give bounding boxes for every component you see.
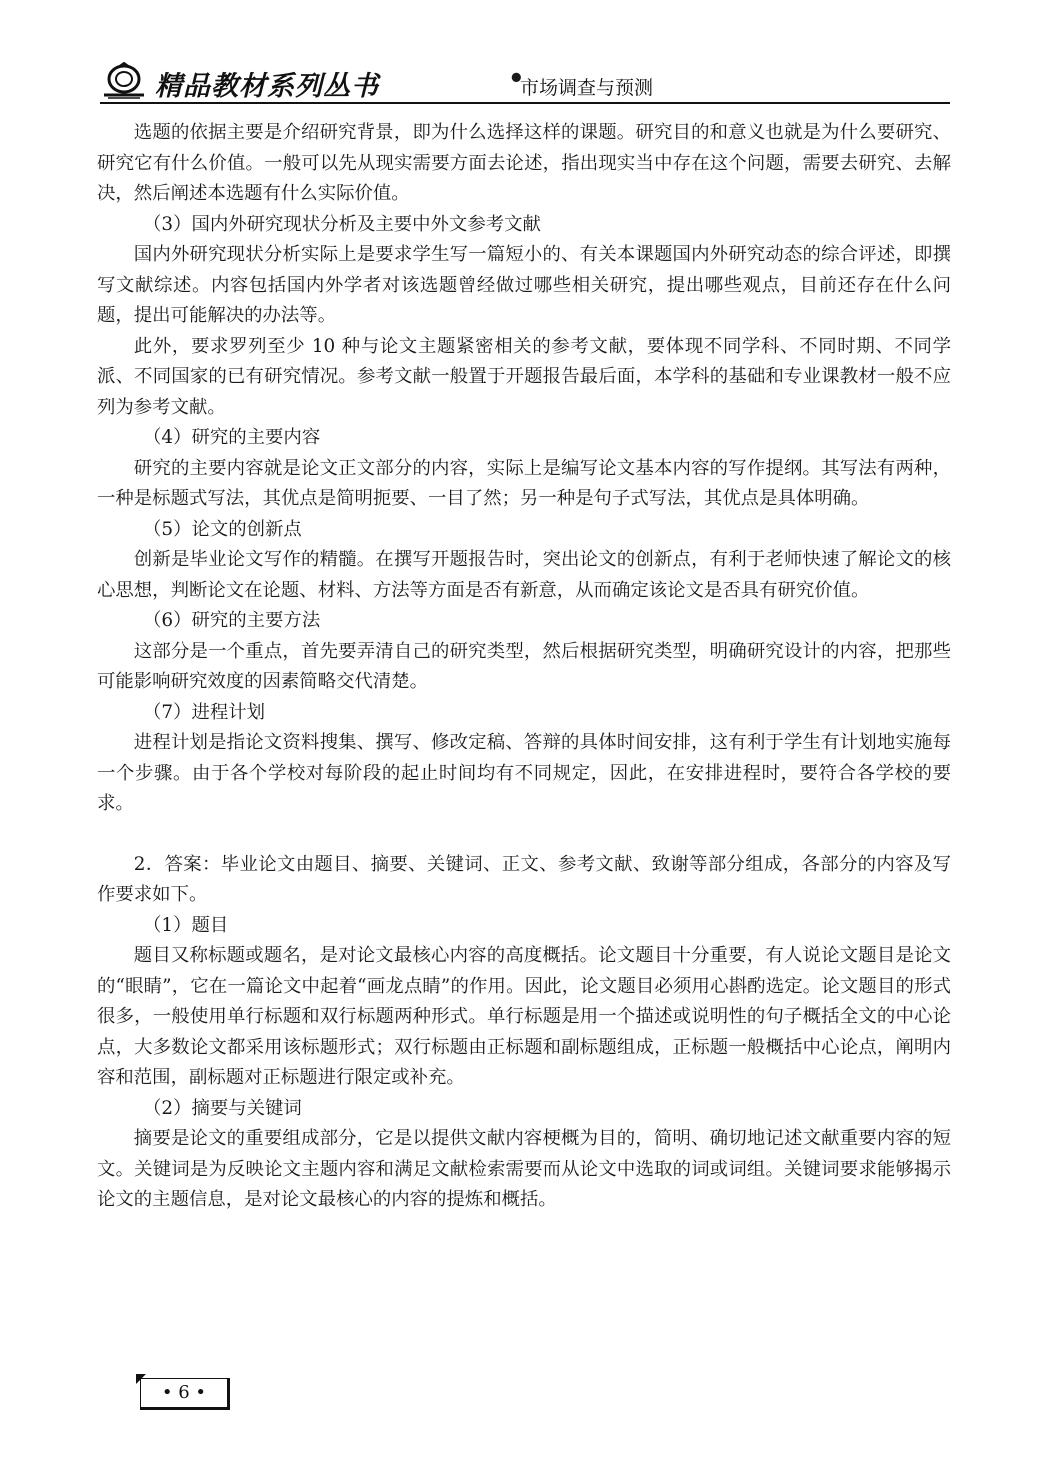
- paragraph: 创新是毕业论文写作的精髓。在撰写开题报告时，突出论文的创新点，有利于老师快速了解论文的核心思想，判断论文在论题、材料、方法等方面是否有新意，从而确定该论文是否具有研究价值。: [97, 549, 951, 601]
- paragraph: 题目又称标题或题名，是对论文最核心内容的高度概括。论文题目十分重要，有人说论文题目是论文的“眼睛”，它在一篇论文中起着“画龙点睛”的作用。因此，论文题目必须用心斟酌选定。论文题目的形式很多，一般使用单行标题和双行标题两种形式。单行标题是用一个描述或说明性的句子概括全文的中心论点，大多数论文都采用该标题形式；双行标题由正标题和副标题组成，正标题一般概括中心论点，阐明内容和范围，副标题对正标题进行限定或补充。: [97, 945, 951, 1088]
- paragraph: 进程计划是指论文资料搜集、撰写、修改定稿、答辩的具体时间安排，这有利于学生有计划地实施每一个步骤。由于各个学校对每阶段的起止时间均有不同规定，因此，在安排进程时，要符合各学校的要求。: [97, 732, 951, 814]
- section-heading: （7）进程计划: [143, 701, 266, 723]
- section-heading: （3）国内外研究现状分析及主要中外文参考文献: [143, 213, 541, 235]
- paragraph: 这部分是一个重点，首先要弄清自己的研究类型，然后根据研究类型，明确研究设计的内容，把那些可能影响研究效度的因素简略交代清楚。: [97, 640, 951, 692]
- paragraph: 选题的依据主要是介绍研究背景，即为什么选择这样的课题。研究目的和意义也就是为什么要研究、研究它有什么价值。一般可以先从现实需要方面去论述，指出现实当中存在这个问题，需要去研究、去解决，然后阐述本选题有什么实际价值。: [97, 122, 951, 204]
- paragraph: 此外，要求罗列至少 10 种与论文主题紧密相关的参考文献，要体现不同学科、不同时期、不同学派、不同国家的已有研究情况。参考文献一般置于开题报告最后面，本学科的基础和专业课教材一般不应列为参考文献。: [97, 335, 951, 418]
- section-heading: （5）论文的创新点: [143, 518, 302, 540]
- answer-paragraph: 2．答案：毕业论文由题目、摘要、关键词、正文、参考文献、致谢等部分组成，各部分的内容及写作要求如下。: [97, 853, 951, 905]
- body-text: [97, 118, 951, 1216]
- paragraph: 研究的主要内容就是论文正文部分的内容，实际上是编写论文基本内容的写作提纲。其写法有两种，一种是标题式写法，其优点是简明扼要、一目了然；另一种是句子式写法，其优点是具体明确。: [97, 457, 951, 509]
- section-heading: （2）摘要与关键词: [143, 1097, 302, 1119]
- paragraph: 摘要是论文的重要组成部分，它是以提供文献内容梗概为目的，简明、确切地记述文献重要内容的短文。关键词是为反映论文主题内容和满足文献检索需要而从论文中选取的词或词组。关键词要求能够揭示论文的主题信息，是对论文最核心的内容的提炼和概括。: [97, 1128, 951, 1210]
- page-header: [100, 62, 950, 102]
- paragraph: 国内外研究现状分析实际上是要求学生写一篇短小的、有关本课题国内外研究动态的综合评述，即撰写文献综述。内容包括国内外学者对该选题曾经做过哪些相关研究，提出哪些观点，目前还存在什么问题，提出可能解决的办法等。: [97, 244, 951, 326]
- series-name: 精品教材系列丛书: [155, 71, 379, 102]
- section-heading: （1）题目: [143, 914, 229, 936]
- section-heading: （6）研究的主要方法: [143, 610, 321, 631]
- header-rule: [100, 102, 950, 104]
- section-heading: （4）研究的主要内容: [143, 427, 321, 448]
- header-separator: •: [508, 64, 525, 94]
- publisher-logo: [100, 62, 148, 100]
- book-title: 市场调查与预测: [520, 77, 654, 99]
- page-number: • 6 •: [140, 1378, 230, 1410]
